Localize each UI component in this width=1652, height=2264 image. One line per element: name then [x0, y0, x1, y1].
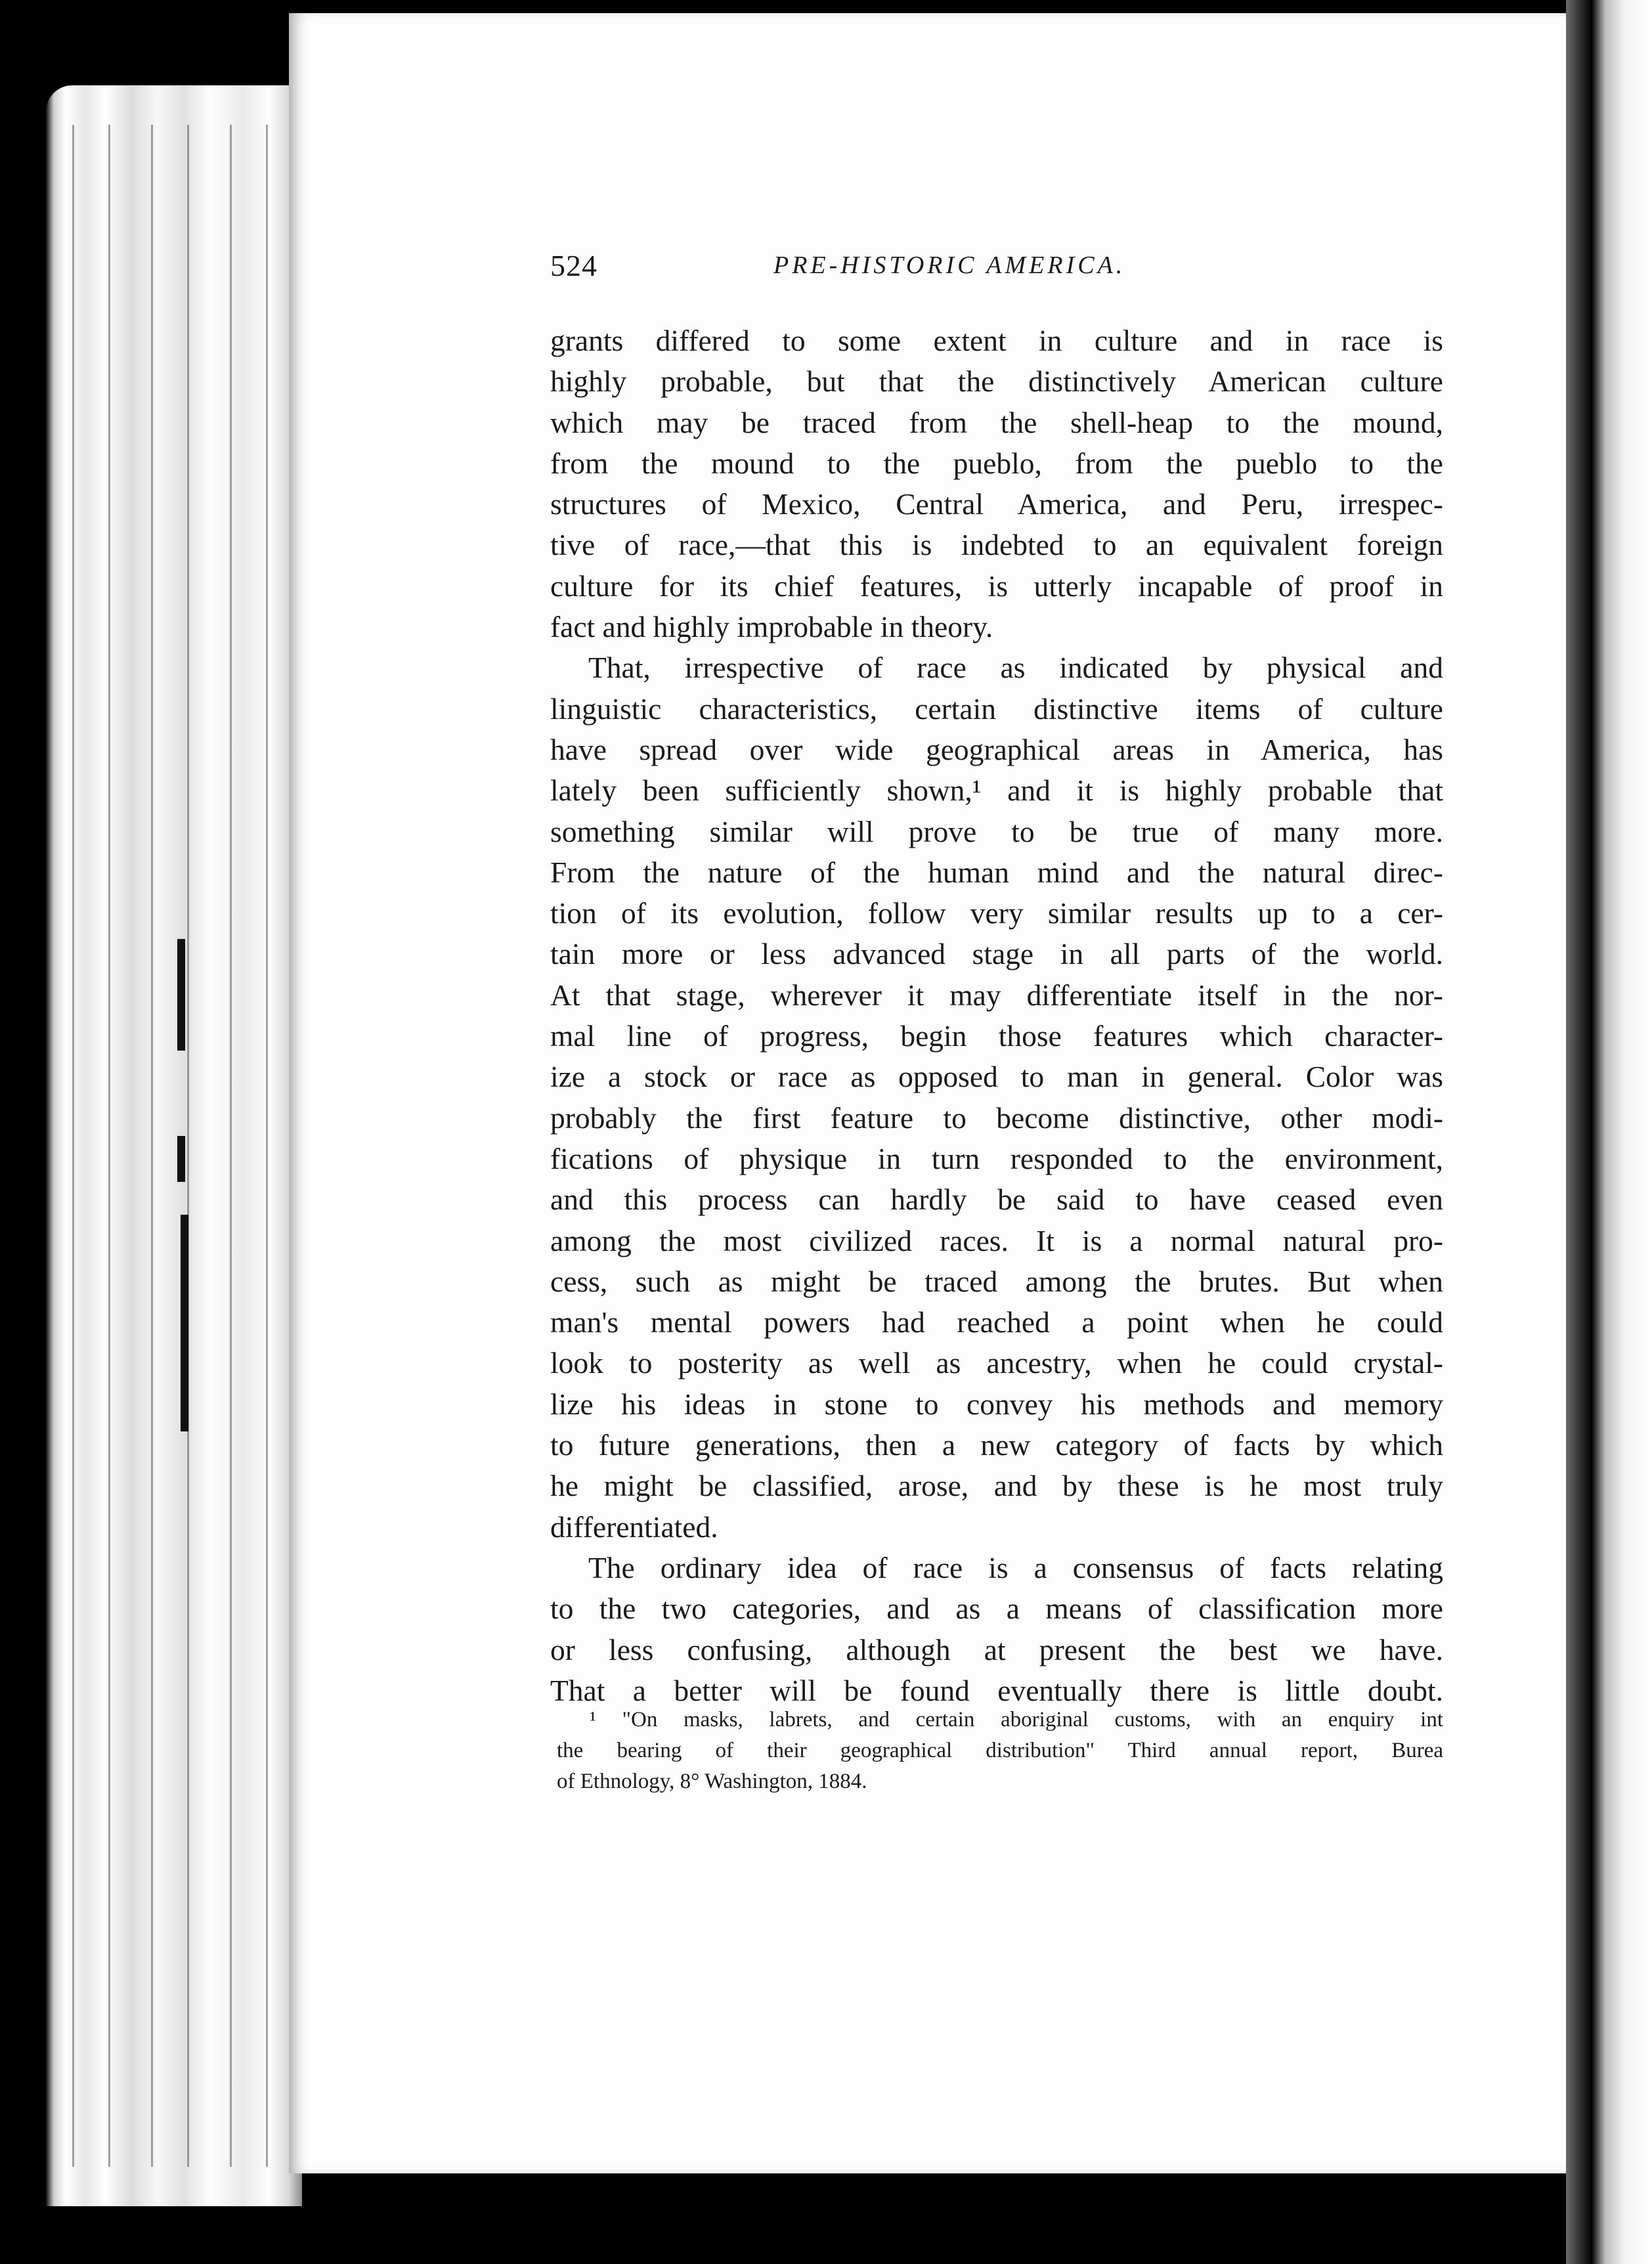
text-line: At that stage, wherever it may differentiate itself in the nor- — [550, 978, 1443, 1012]
footnote-line: the bearing of their geographical distribution" Third annual report, Burea — [557, 1739, 1443, 1762]
text-line: to future generations, then a new category of facts by which — [550, 1428, 1443, 1462]
text-line: mal line of progress, begin those features which character- — [550, 1019, 1443, 1053]
text-line: to the two categories, and as a means of classification more — [550, 1592, 1443, 1626]
footnote-line: ¹ "On masks, labrets, and certain aboriginal customs, with an enquiry int — [590, 1708, 1443, 1731]
text-line: fications of physique in turn responded to the environment, — [550, 1141, 1443, 1175]
text-line: cess, such as might be traced among the brutes. But when — [550, 1264, 1443, 1298]
next-page-edge — [1592, 0, 1652, 2264]
edge-mark — [177, 939, 185, 1051]
edge-line — [72, 125, 74, 2167]
text-line: tive of race,—that this is indebted to an equivalent foreign — [550, 528, 1443, 562]
text-line: fact and highly improbable in theory. — [550, 610, 993, 644]
text-line: look to posterity as well as ancestry, when he could crystal- — [550, 1346, 1443, 1380]
text-line: ize a stock or race as opposed to man in general. Color was — [550, 1060, 1443, 1094]
text-line: tion of its evolution, follow very similar results up to a cer- — [550, 896, 1443, 930]
text-line: lize his ideas in stone to convey his methods and memory — [550, 1387, 1443, 1421]
text-line: something similar will prove to be true of many more. — [550, 814, 1443, 848]
text-line: man's mental powers had reached a point when he could — [550, 1305, 1443, 1339]
edge-line — [108, 125, 110, 2167]
footnote-line: of Ethnology, 8° Washington, 1884. — [557, 1770, 867, 1793]
text-line: highly probable, but that the distinctively American culture — [550, 364, 1443, 399]
text-line: lately been sufficiently shown,¹ and it is highly probable that — [550, 773, 1443, 808]
text-line: From the nature of the human mind and the natural direc- — [550, 855, 1443, 889]
text-line: probably the first feature to become distinctive, other modi- — [550, 1100, 1443, 1135]
edge-line — [187, 125, 189, 2167]
book-gutter — [1566, 0, 1592, 2264]
text-line: and this process can hardly be said to have ceased even — [550, 1183, 1443, 1217]
edge-line — [151, 125, 153, 2167]
text-line: have spread over wide geographical areas in America, has — [550, 732, 1443, 766]
paragraph-1 — [550, 320, 1443, 647]
text-line: he might be classified, arose, and by these is he most truly — [550, 1469, 1443, 1503]
paragraph-2 — [550, 647, 1443, 1548]
running-head — [550, 248, 1443, 294]
paragraph-3 — [550, 1548, 1443, 1711]
page-number: 524 — [550, 249, 598, 282]
running-title: PRE-HISTORIC AMERICA. — [773, 251, 1126, 279]
text-line: structures of Mexico, Central America, and Peru, irrespec- — [550, 487, 1443, 521]
text-line: grants differed to some extent in culture and in race is — [550, 324, 1443, 357]
edge-line — [230, 125, 232, 2167]
text-line: among the most civilized races. It is a normal natural pro- — [550, 1223, 1443, 1257]
edge-mark — [177, 1136, 185, 1182]
text-line: culture for its chief features, is utterly incapable of proof in — [550, 569, 1443, 603]
text-line: which may be traced from the shell-heap to the mound, — [550, 405, 1443, 439]
text-line: from the mound to the pueblo, from the pueblo to the — [550, 446, 1443, 480]
text-line: tain more or less advanced stage in all parts of the world. — [550, 937, 1443, 971]
body-text — [550, 320, 1443, 1711]
edge-mark — [181, 1215, 188, 1431]
text-line: or less confusing, although at present the best we have. — [550, 1632, 1443, 1666]
text-line: That a better will be found eventually there is little doubt. — [550, 1673, 1443, 1707]
edge-line — [266, 125, 268, 2167]
text-line: That, irrespective of race as indicated by physical and — [588, 651, 1443, 685]
text-line: linguistic characteristics, certain distinctive items of culture — [550, 691, 1443, 726]
footnote — [557, 1705, 1443, 1797]
book-fore-edge — [46, 85, 302, 2206]
text-line: differentiated. — [550, 1510, 718, 1544]
text-line: The ordinary idea of race is a consensus of facts relating — [588, 1550, 1443, 1584]
